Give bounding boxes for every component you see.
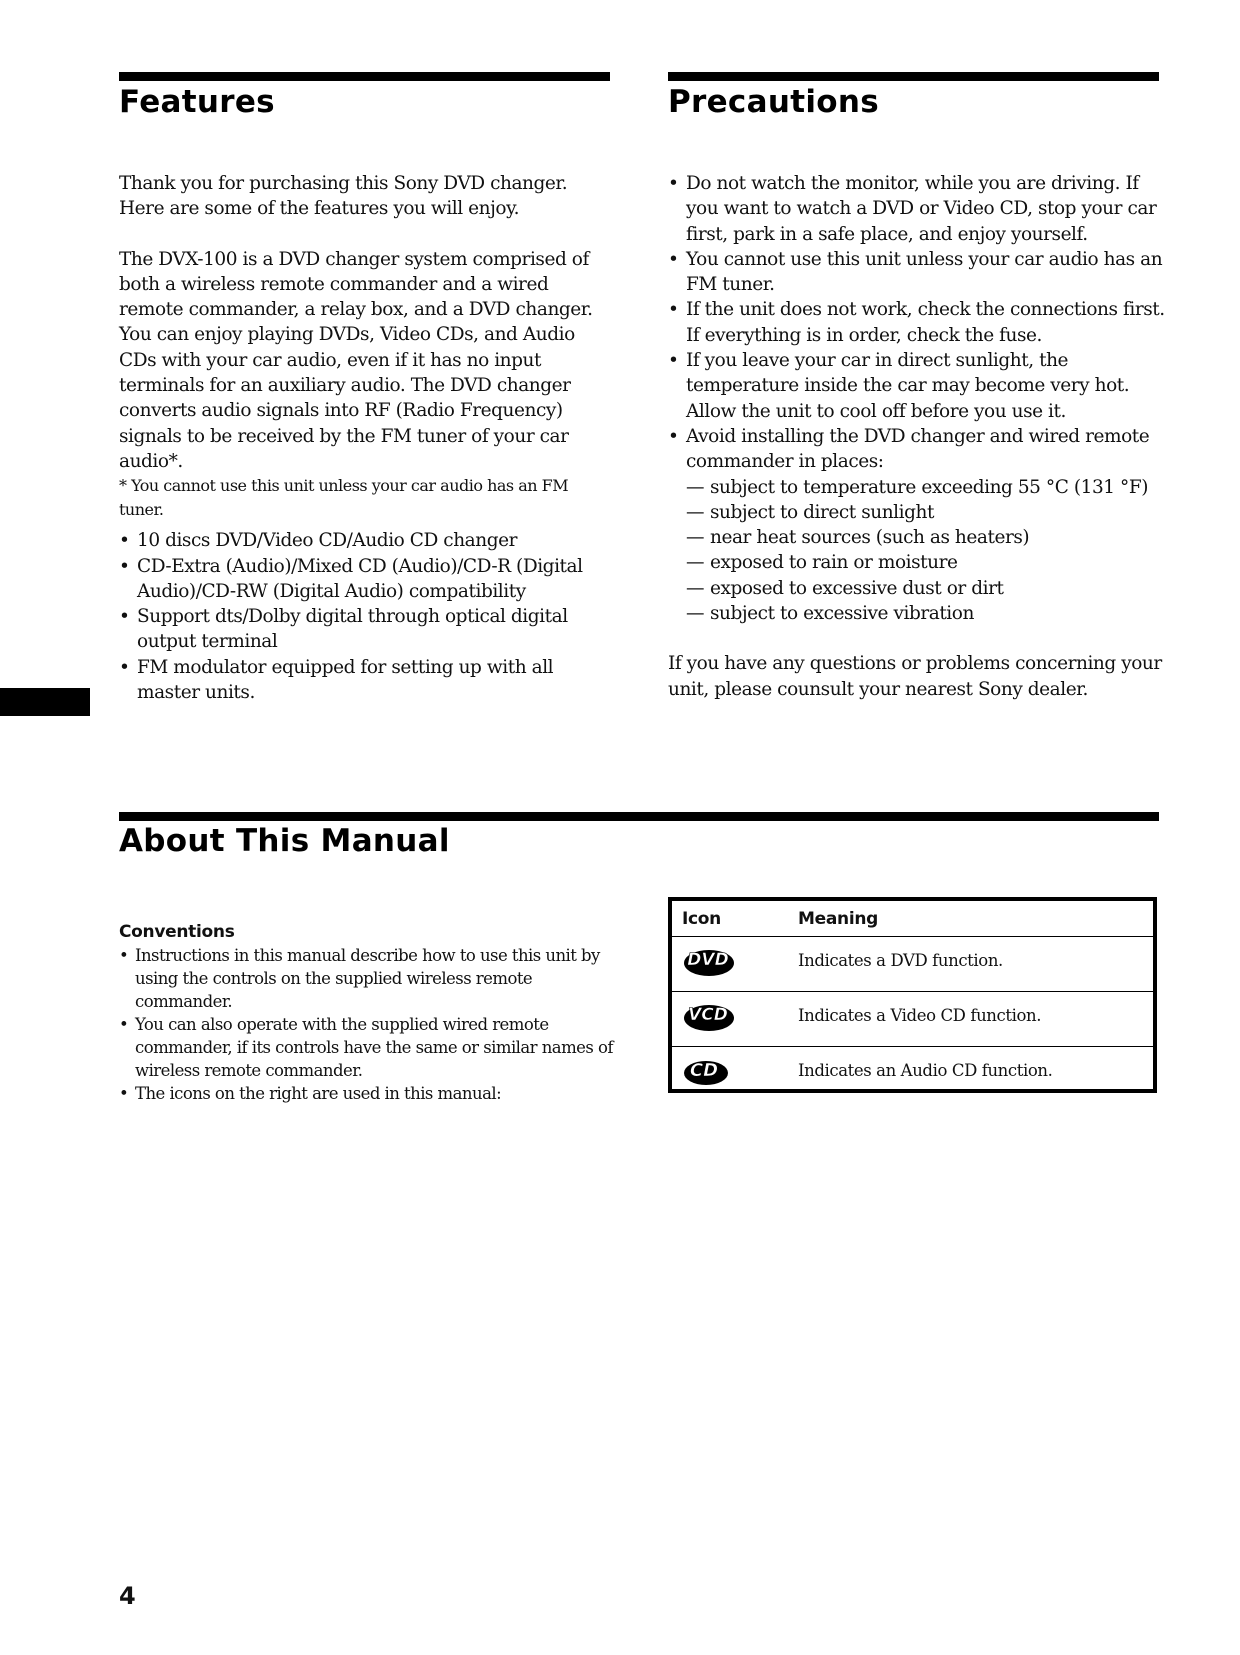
page-number: 4 bbox=[119, 1582, 136, 1610]
conventions-list bbox=[119, 944, 614, 1105]
list-item: • 10 discs DVD/Video CD/Audio CD changer bbox=[119, 528, 614, 553]
table-row bbox=[672, 937, 1153, 992]
cd-disc-icon bbox=[682, 1055, 738, 1089]
list-item: — subject to excessive vibration bbox=[668, 601, 1165, 626]
icon-table bbox=[668, 897, 1157, 1093]
conventions-column bbox=[119, 920, 614, 1105]
list-item: • The icons on the right are used in this manual: bbox=[119, 1082, 614, 1105]
list-item: — exposed to excessive dust or dirt bbox=[668, 576, 1165, 601]
features-rule bbox=[119, 72, 610, 81]
list-item: — subject to temperature exceeding 55 °C (131 °F) bbox=[668, 475, 1165, 500]
list-item: • CD-Extra (Audio)/Mixed CD (Audio)/CD-R (Digital Audio)/CD-RW (Digital Audio) compatibility bbox=[119, 554, 614, 605]
precautions-column bbox=[668, 171, 1165, 702]
features-intro: Thank you for purchasing this Sony DVD changer. Here are some of the features you will enjoy. bbox=[119, 173, 568, 220]
list-item: • Do not watch the monitor, while you are driving. If you want to watch a DVD or Video CD, stop your car first, park in a safe place, and enjoy yourself. bbox=[668, 171, 1165, 247]
dvd-disc-icon bbox=[682, 945, 738, 979]
list-item: — exposed to rain or moisture bbox=[668, 550, 1165, 575]
table-header-row bbox=[672, 901, 1153, 937]
meaning-cell: Indicates an Audio CD function. bbox=[798, 1061, 1053, 1080]
list-item: • You cannot use this unit unless your car audio has an FM tuner. bbox=[668, 247, 1165, 298]
list-item: • If the unit does not work, check the connections first. If everything is in order, check the fuse. bbox=[668, 297, 1165, 348]
vcd-disc-icon bbox=[682, 1000, 738, 1034]
features-heading: Features bbox=[119, 84, 275, 120]
features-column bbox=[119, 171, 614, 705]
meaning-cell: Indicates a Video CD function. bbox=[798, 1006, 1042, 1025]
features-description: The DVX-100 is a DVD changer system comprised of both a wireless remote commander and a wired remote commander, a relay box, and a DVD changer. You can enjoy playing DVDs, Video CDs, and Audio CDs with your car audio, even if it has no input terminals for an auxiliary audio. The DVD changer converts audio signals into RF (Radio Frequency) signals to be received by the FM tuner of your car audio*. bbox=[119, 248, 593, 472]
dvd-icon-label: DVD bbox=[687, 950, 729, 970]
list-item: • FM modulator equipped for setting up with all master units. bbox=[119, 655, 614, 706]
list-item: — near heat sources (such as heaters) bbox=[668, 525, 1165, 550]
list-item: • Instructions in this manual describe how to use this unit by using the controls on the supplied wireless remote commander. bbox=[119, 944, 614, 1013]
conventions-title: Conventions bbox=[119, 922, 235, 942]
precautions-closing: If you have any questions or problems concerning your unit, please counsult your nearest Sony dealer. bbox=[668, 653, 1162, 700]
manual-heading: About This Manual bbox=[119, 823, 450, 859]
meaning-column-header: Meaning bbox=[798, 908, 879, 929]
list-item: • If you leave your car in direct sunlight, the temperature inside the car may become very hot. Allow the unit to cool off before you use it. bbox=[668, 348, 1165, 424]
list-item: — subject to direct sunlight bbox=[668, 500, 1165, 525]
icon-column-header: Icon bbox=[682, 908, 721, 929]
list-item: • You can also operate with the supplied wired remote commander, if its controls have the same or similar names of wireless remote commander. bbox=[119, 1013, 614, 1082]
precautions-heading: Precautions bbox=[668, 84, 879, 120]
table-row bbox=[672, 992, 1153, 1047]
cd-icon-label: CD bbox=[689, 1060, 719, 1081]
meaning-cell: Indicates a DVD function. bbox=[798, 951, 1003, 970]
vcd-icon-label: VCD bbox=[688, 1005, 728, 1025]
features-list bbox=[119, 528, 614, 705]
precautions-rule bbox=[668, 72, 1159, 81]
precautions-list bbox=[668, 171, 1165, 475]
precautions-places-list bbox=[668, 475, 1165, 627]
table-row bbox=[672, 1047, 1153, 1102]
manual-rule bbox=[119, 812, 1159, 821]
list-item: • Support dts/Dolby digital through optical digital output terminal bbox=[119, 604, 614, 655]
features-footnote: * You cannot use this unit unless your car audio has an FM tuner. bbox=[119, 476, 569, 520]
section-tab-marker bbox=[0, 688, 90, 716]
list-item: • Avoid installing the DVD changer and wired remote commander in places: bbox=[668, 424, 1165, 475]
